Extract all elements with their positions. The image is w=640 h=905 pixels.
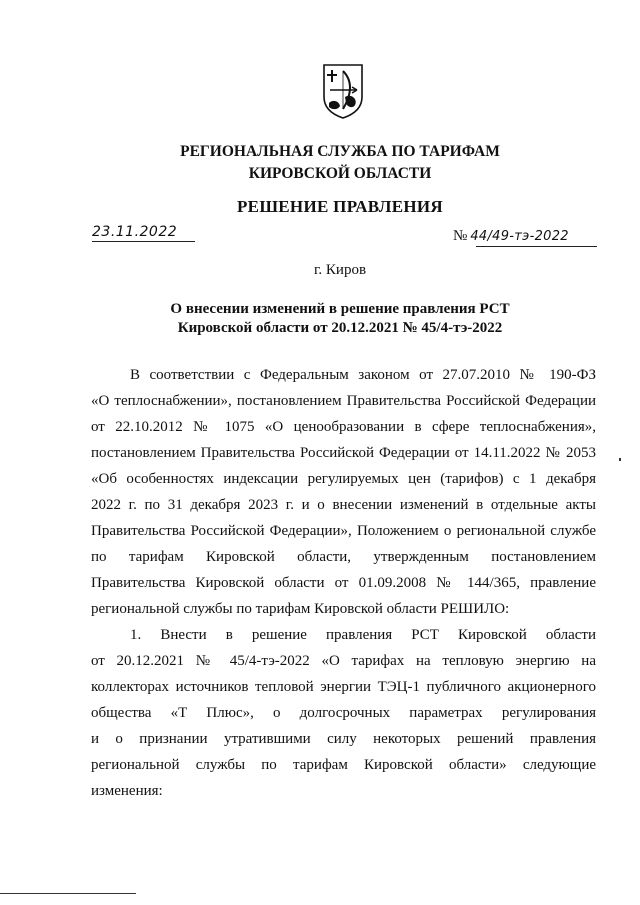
body-line: от 22.10.2012 № 1075 «О ценообразовании в сфере теплоснабжения»,: [91, 419, 596, 435]
body-line: В соответствии с Федеральным законом от 27.07.2010 № 190-ФЗ: [130, 367, 596, 383]
scan-speck: [619, 458, 621, 461]
body-line: по тарифам Кировской области, утвержденным постановлением: [91, 549, 596, 565]
decision-date: 23.11.2022: [92, 224, 178, 240]
body-line: коллекторах источников тепловой энергии ТЭЦ-1 публичного акционерного: [91, 679, 596, 695]
number-underline: [476, 246, 597, 247]
body-line: постановлением Правительства Российской Федерации от 14.11.2022 № 2053: [91, 445, 596, 461]
subject-line-1: О внесении изменений в решение правления РСТ: [170, 301, 510, 317]
body-line: общества «Т Плюс», о долгосрочных параметрах регулирования: [91, 705, 596, 721]
organization-name: [0, 141, 640, 185]
decision-subject: [0, 300, 640, 338]
body-line: Правительства Российской Федерации», Положением о региональной службе: [91, 523, 596, 539]
coat-of-arms-emblem: [321, 63, 365, 119]
body-line: «О теплоснабжении», постановлением Правительства Российской Федерации: [91, 393, 596, 409]
body-line: Правительства Кировской области от 01.09.2008 № 144/365, правление: [91, 575, 596, 591]
body-line: региональной службы по тарифам Кировской области» следующие: [91, 757, 596, 773]
body-line: и о признании утратившими силу некоторых решений правления: [91, 731, 596, 747]
body-line: «Об особенностях индексации регулируемых цен (тарифов) с 1 декабря: [91, 471, 596, 487]
subject-line-2: Кировской области от 20.12.2021 № 45/4-тэ-2022: [177, 320, 503, 336]
org-line-2: КИРОВСКОЙ ОБЛАСТИ: [248, 165, 432, 182]
number-prefix: №: [453, 228, 468, 244]
body-line: 1. Внести в решение правления РСТ Кировской области: [130, 627, 596, 643]
city: г. Киров: [313, 262, 367, 278]
footnote-separator: [0, 893, 136, 894]
decision-number: [453, 228, 569, 245]
number-value: 44/49-тэ-2022: [470, 229, 569, 244]
org-line-1: РЕГИОНАЛЬНАЯ СЛУЖБА ПО ТАРИФАМ: [180, 143, 500, 160]
body-line: региональной службы по тарифам Кировской области РЕШИЛО:: [91, 601, 510, 617]
body-line: 2022 г. по 31 декабря 2023 г. и о внесении изменений в отдельные акты: [91, 497, 596, 513]
date-underline: [92, 241, 195, 242]
decision-title: РЕШЕНИЕ ПРАВЛЕНИЯ: [237, 197, 443, 216]
body-line: от 20.12.2021 № 45/4-тэ-2022 «О тарифах на тепловую энергию на: [91, 653, 596, 669]
body-line: изменения:: [91, 783, 163, 799]
